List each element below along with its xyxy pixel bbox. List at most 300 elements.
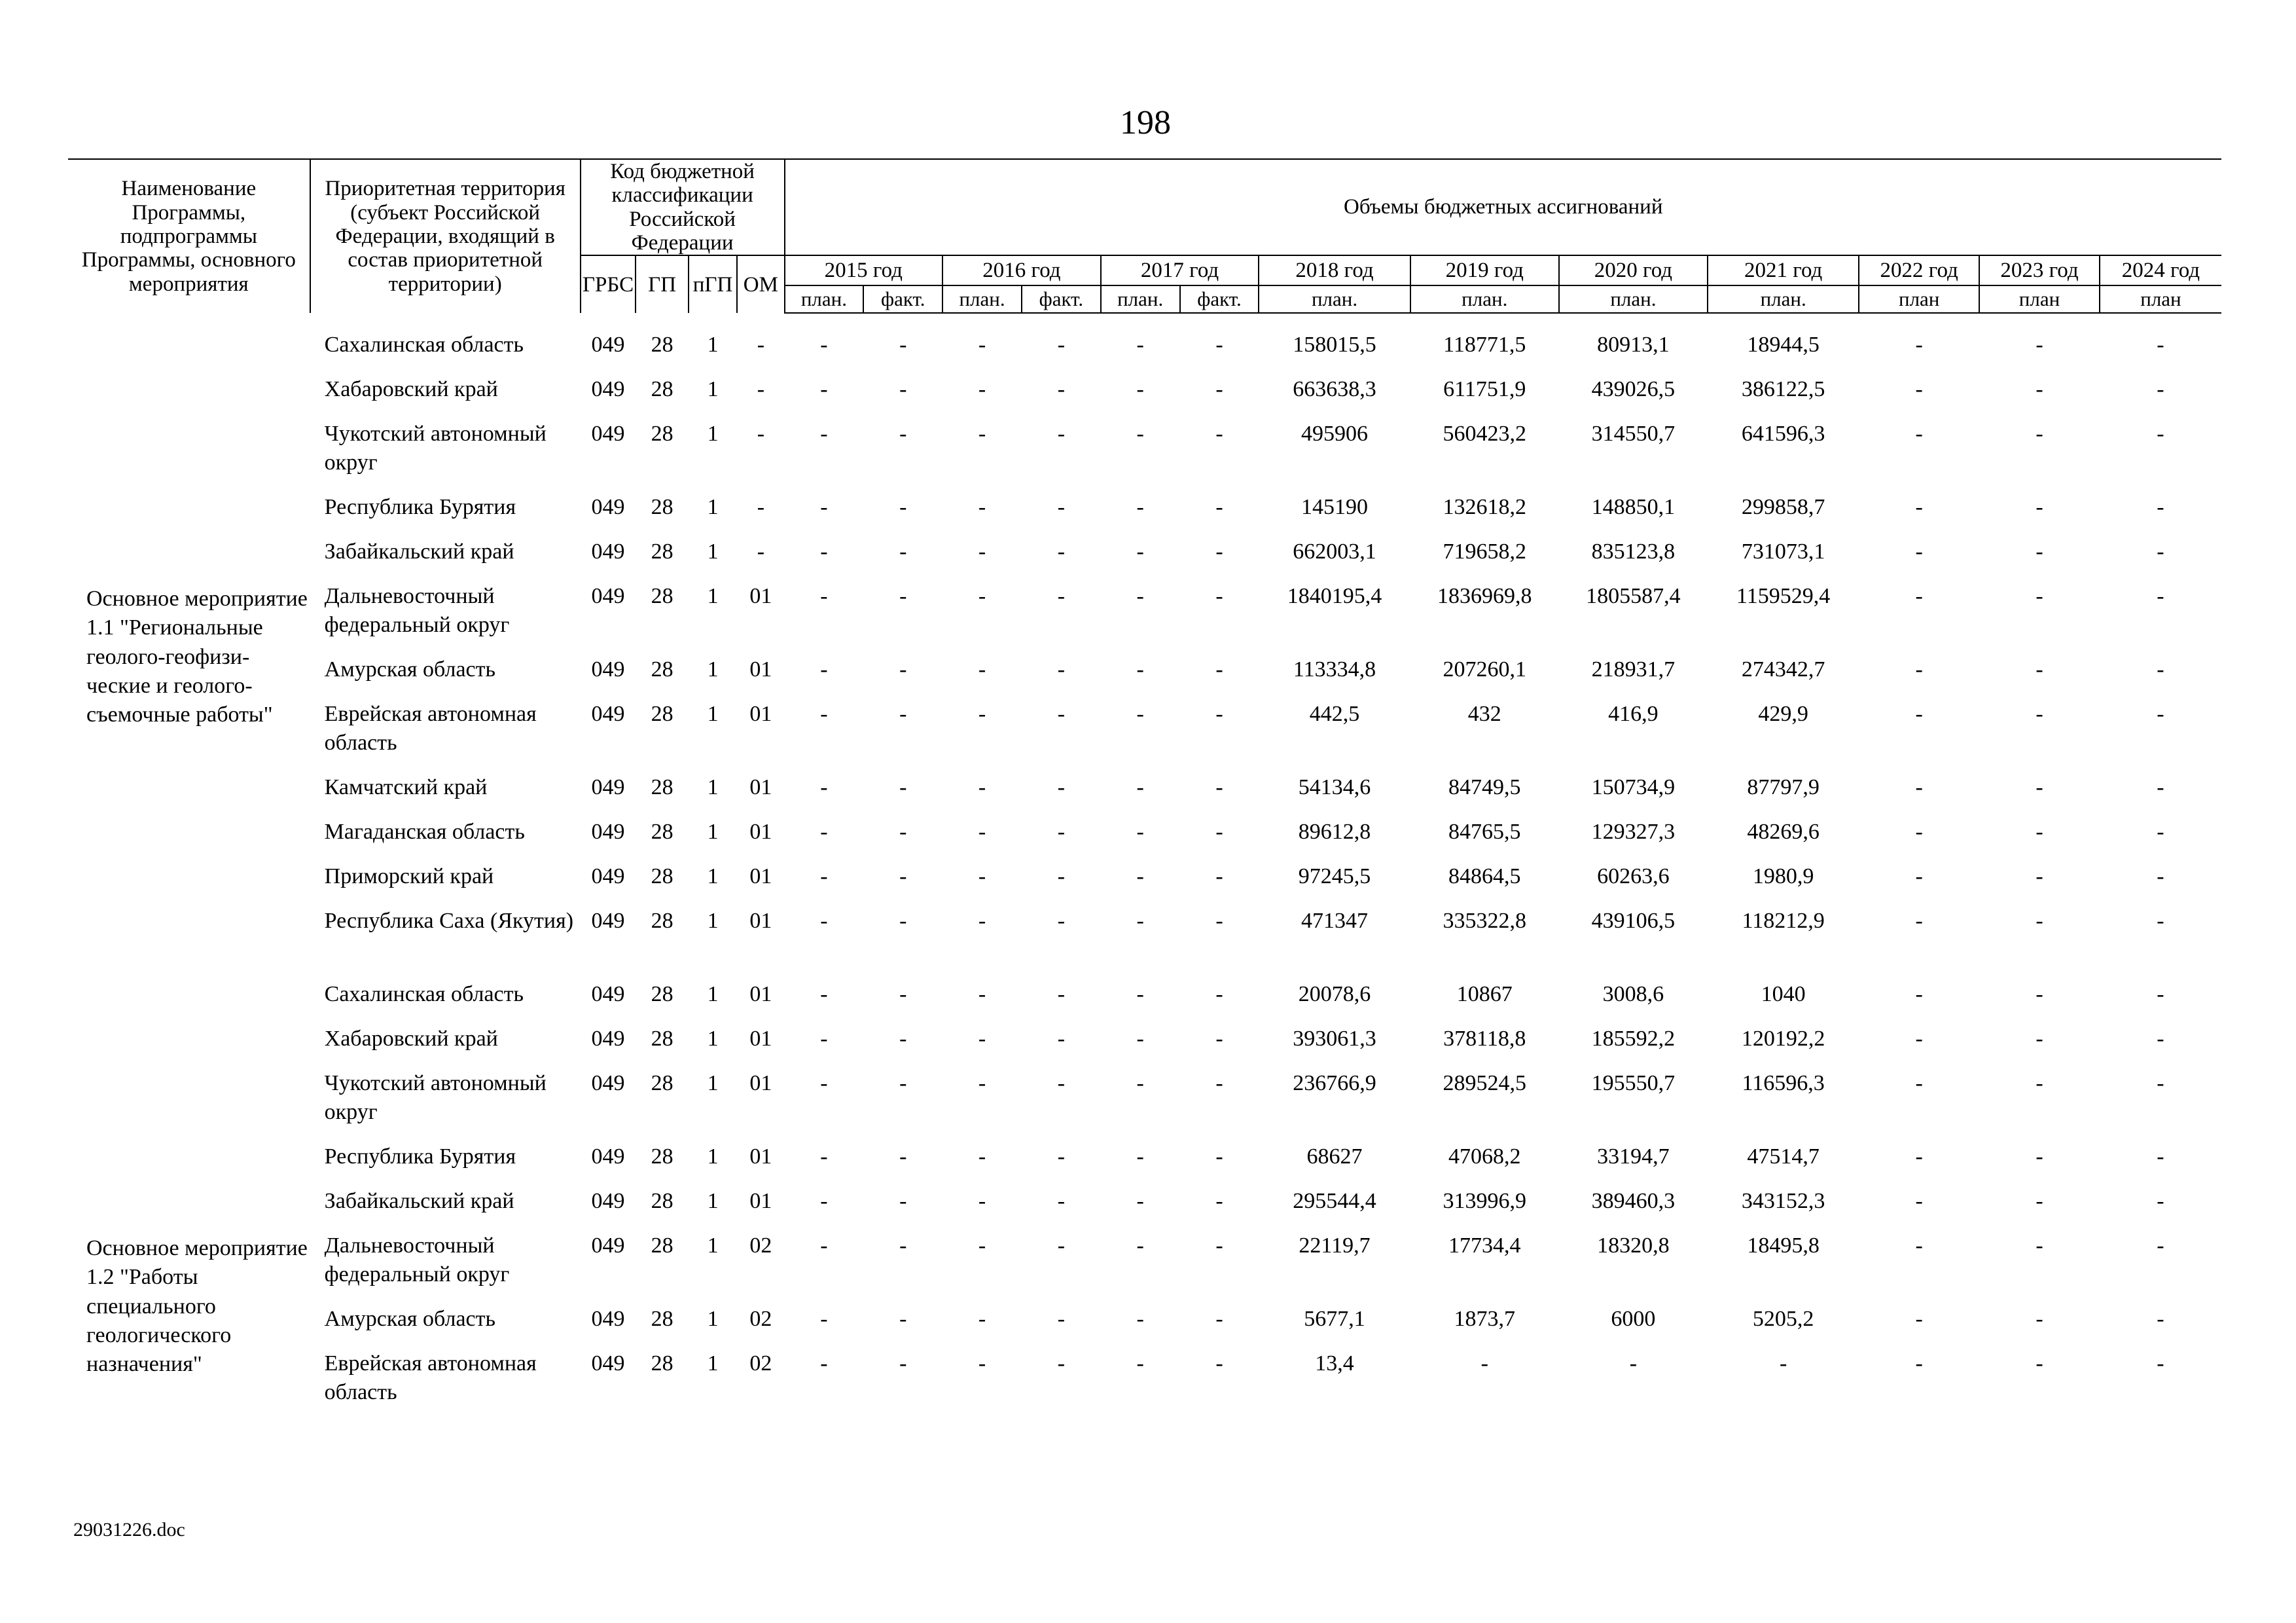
empty-cell: - bbox=[1136, 820, 1144, 845]
empty-cell: - bbox=[1057, 1307, 1066, 1332]
value-2020: 439026,5 bbox=[1591, 377, 1676, 402]
pgp-code: 1 bbox=[707, 1189, 719, 1214]
empty-cell: - bbox=[1915, 1189, 1923, 1214]
table-row bbox=[68, 582, 2221, 655]
om-code: - bbox=[757, 495, 765, 520]
empty-cell: - bbox=[1136, 1144, 1144, 1169]
territory-name: Камчатский край bbox=[324, 775, 488, 800]
pgp-code: 1 bbox=[707, 422, 719, 447]
value-2019: 432 bbox=[1467, 702, 1501, 727]
header-year-2017: 2017 год bbox=[1101, 255, 1259, 285]
empty-cell: - bbox=[820, 539, 828, 564]
value-2019: 10867 bbox=[1456, 982, 1513, 1007]
territory-name: Дальневосточный федеральный округ bbox=[324, 584, 510, 638]
om-code: 01 bbox=[749, 909, 772, 934]
grbs-code: 049 bbox=[591, 1233, 625, 1258]
value-2018: 89612,8 bbox=[1298, 820, 1371, 845]
empty-cell: - bbox=[1915, 539, 1923, 564]
territory-name: Республика Бурятия bbox=[324, 495, 516, 520]
table-row bbox=[68, 1025, 2221, 1069]
empty-cell: - bbox=[1136, 422, 1144, 447]
gp-code: 28 bbox=[651, 702, 673, 727]
empty-cell: - bbox=[899, 539, 907, 564]
territory-name: Приморский край bbox=[324, 864, 494, 889]
territory-name: Республика Бурятия bbox=[324, 1144, 516, 1169]
empty-cell: - bbox=[1136, 1071, 1144, 1096]
pgp-code: 1 bbox=[707, 909, 719, 934]
empty-cell: - bbox=[1136, 1307, 1144, 1332]
header-2016-fact: факт. bbox=[1022, 285, 1101, 313]
om-code: - bbox=[757, 422, 765, 447]
value-2018: 663638,3 bbox=[1293, 377, 1376, 402]
gp-code: 28 bbox=[651, 775, 673, 800]
empty-cell: - bbox=[1136, 657, 1144, 682]
header-territory: Приоритетная территория (субъект Российской Федерации, входящий в состав приоритетной территории) bbox=[310, 159, 581, 313]
empty-cell: - bbox=[820, 702, 828, 727]
territory-name: Хабаровский край bbox=[324, 377, 498, 402]
value-2021: 299858,7 bbox=[1741, 495, 1825, 520]
header-year-2024: 2024 год bbox=[2100, 255, 2221, 285]
empty-cell: - bbox=[1136, 1351, 1144, 1376]
empty-cell: - bbox=[2157, 820, 2164, 845]
value-2018: 20078,6 bbox=[1298, 982, 1371, 1007]
empty-cell: - bbox=[978, 982, 986, 1007]
grbs-code: 049 bbox=[591, 702, 625, 727]
empty-cell: - bbox=[1915, 495, 1923, 520]
empty-cell: - bbox=[899, 657, 907, 682]
header-2017-fact: факт. bbox=[1180, 285, 1259, 313]
table-row bbox=[68, 655, 2221, 700]
pgp-code: 1 bbox=[707, 1351, 719, 1376]
empty-cell: - bbox=[899, 909, 907, 934]
territory-name: Дальневосточный федеральный округ bbox=[324, 1233, 510, 1287]
empty-cell: - bbox=[899, 422, 907, 447]
empty-cell: - bbox=[1215, 333, 1223, 357]
value-2021: 48269,6 bbox=[1747, 820, 1820, 845]
pgp-code: 1 bbox=[707, 1027, 719, 1051]
header-2017-plan: план. bbox=[1101, 285, 1180, 313]
value-2021: 343152,3 bbox=[1741, 1189, 1825, 1214]
empty-cell: - bbox=[2036, 1071, 2043, 1096]
gp-code: 28 bbox=[651, 820, 673, 845]
value-2021: 18495,8 bbox=[1747, 1233, 1820, 1258]
header-year-2022: 2022 год bbox=[1859, 255, 1979, 285]
header-grbs: ГРБС bbox=[581, 255, 636, 313]
empty-cell: - bbox=[1215, 495, 1223, 520]
header-2022-plan: план bbox=[1859, 285, 1979, 313]
empty-cell: - bbox=[899, 584, 907, 609]
empty-cell: - bbox=[1057, 1027, 1066, 1051]
grbs-code: 049 bbox=[591, 909, 625, 934]
empty-cell: - bbox=[1057, 702, 1066, 727]
value-2020: 1805587,4 bbox=[1586, 584, 1681, 609]
empty-cell: - bbox=[820, 1144, 828, 1169]
grbs-code: 049 bbox=[591, 775, 625, 800]
empty-cell: - bbox=[978, 702, 986, 727]
om-code: 02 bbox=[749, 1233, 772, 1258]
gp-code: 28 bbox=[651, 1307, 673, 1332]
empty-cell: - bbox=[2157, 584, 2164, 609]
empty-cell: - bbox=[2036, 1351, 2043, 1376]
grbs-code: 049 bbox=[591, 422, 625, 447]
empty-cell: - bbox=[820, 1233, 828, 1258]
empty-cell: - bbox=[820, 864, 828, 889]
empty-cell: - bbox=[1057, 982, 1066, 1007]
empty-cell: - bbox=[978, 1071, 986, 1096]
value-2021: 274342,7 bbox=[1741, 657, 1825, 682]
value-2021: 118212,9 bbox=[1742, 909, 1825, 934]
empty-cell: - bbox=[2157, 657, 2164, 682]
empty-cell: - bbox=[978, 820, 986, 845]
value-2021: 120192,2 bbox=[1741, 1027, 1825, 1051]
empty-cell: - bbox=[1136, 1233, 1144, 1258]
pgp-code: 1 bbox=[707, 377, 719, 402]
grbs-code: 049 bbox=[591, 495, 625, 520]
empty-cell: - bbox=[2036, 657, 2043, 682]
empty-cell: - bbox=[978, 864, 986, 889]
empty-cell: - bbox=[1915, 1144, 1923, 1169]
value-2021: 641596,3 bbox=[1741, 422, 1825, 447]
empty-cell: - bbox=[1057, 1351, 1066, 1376]
empty-cell: - bbox=[1136, 495, 1144, 520]
value-2019: 47068,2 bbox=[1448, 1144, 1521, 1169]
empty-cell: - bbox=[2036, 820, 2043, 845]
empty-cell: - bbox=[820, 1307, 828, 1332]
empty-cell: - bbox=[1915, 584, 1923, 609]
table-body bbox=[68, 313, 2221, 1423]
empty-cell: - bbox=[1057, 1233, 1066, 1258]
table-row bbox=[68, 1187, 2221, 1231]
gp-code: 28 bbox=[651, 377, 673, 402]
budget-table bbox=[68, 158, 2221, 1423]
empty-cell: - bbox=[978, 1307, 986, 1332]
pgp-code: 1 bbox=[707, 775, 719, 800]
grbs-code: 049 bbox=[591, 1351, 625, 1376]
value-2018: 54134,6 bbox=[1298, 775, 1371, 800]
empty-cell: - bbox=[978, 377, 986, 402]
gp-code: 28 bbox=[651, 1144, 673, 1169]
empty-cell: - bbox=[899, 333, 907, 357]
territory-name: Магаданская область bbox=[324, 820, 525, 845]
empty-cell: - bbox=[1136, 864, 1144, 889]
document-filename: 29031226.doc bbox=[73, 1519, 185, 1541]
om-code: 01 bbox=[749, 1144, 772, 1169]
value-2019: 289524,5 bbox=[1443, 1071, 1527, 1096]
value-2019: 378118,8 bbox=[1443, 1027, 1526, 1051]
empty-cell: - bbox=[2036, 909, 2043, 934]
empty-cell: - bbox=[1215, 1351, 1223, 1376]
value-2020: 129327,3 bbox=[1591, 820, 1676, 845]
empty-cell: - bbox=[1915, 422, 1923, 447]
empty-cell: - bbox=[978, 1189, 986, 1214]
value-2018: 662003,1 bbox=[1293, 539, 1376, 564]
empty-cell: - bbox=[820, 909, 828, 934]
empty-cell: - bbox=[2157, 702, 2164, 727]
table-row bbox=[68, 818, 2221, 862]
empty-cell: - bbox=[820, 775, 828, 800]
empty-cell: - bbox=[978, 539, 986, 564]
empty-cell: - bbox=[1915, 820, 1923, 845]
empty-cell: - bbox=[1057, 422, 1066, 447]
gp-code: 28 bbox=[651, 333, 673, 357]
pgp-code: 1 bbox=[707, 657, 719, 682]
empty-cell: - bbox=[2036, 702, 2043, 727]
territory-name: Сахалинская область bbox=[324, 333, 524, 357]
grbs-code: 049 bbox=[591, 333, 625, 357]
empty-cell: - bbox=[2157, 1307, 2164, 1332]
value-2020: 80913,1 bbox=[1597, 333, 1670, 357]
value-2019: 17734,4 bbox=[1448, 1233, 1521, 1258]
empty-cell: - bbox=[2157, 909, 2164, 934]
empty-cell: - bbox=[978, 422, 986, 447]
value-2019: 84749,5 bbox=[1448, 775, 1521, 800]
header-year-2020: 2020 год bbox=[1559, 255, 1708, 285]
pgp-code: 1 bbox=[707, 820, 719, 845]
empty-cell: - bbox=[1057, 1144, 1066, 1169]
empty-cell: - bbox=[1215, 1027, 1223, 1051]
om-code: - bbox=[757, 377, 765, 402]
value-2018: 236766,9 bbox=[1293, 1071, 1376, 1096]
empty-cell: - bbox=[820, 333, 828, 357]
empty-cell: - bbox=[1215, 1144, 1223, 1169]
empty-cell: - bbox=[1215, 775, 1223, 800]
empty-cell: - bbox=[820, 377, 828, 402]
header-2020-plan: план. bbox=[1559, 285, 1708, 313]
program-name: Основное мероприятие 1.2 "Работы специального геологического назначения" bbox=[86, 1236, 308, 1376]
grbs-code: 049 bbox=[591, 1027, 625, 1051]
gp-code: 28 bbox=[651, 1071, 673, 1096]
value-2018: 113334,8 bbox=[1293, 657, 1376, 682]
gp-code: 28 bbox=[651, 657, 673, 682]
empty-cell: - bbox=[2157, 775, 2164, 800]
header-volumes: Объемы бюджетных ассигнований bbox=[785, 159, 2221, 255]
empty-cell: - bbox=[820, 657, 828, 682]
empty-cell: - bbox=[1057, 539, 1066, 564]
value-2020: 3008,6 bbox=[1602, 982, 1664, 1007]
header-2019-plan: план. bbox=[1410, 285, 1559, 313]
empty-cell: - bbox=[820, 1027, 828, 1051]
value-2020: 439106,5 bbox=[1591, 909, 1676, 934]
empty-cell: - bbox=[2157, 1351, 2164, 1376]
empty-cell: - bbox=[1057, 377, 1066, 402]
empty-cell: - bbox=[899, 702, 907, 727]
empty-cell: - bbox=[2036, 495, 2043, 520]
empty-cell: - bbox=[1215, 702, 1223, 727]
header-2015-plan: план. bbox=[785, 285, 864, 313]
empty-cell: - bbox=[978, 495, 986, 520]
empty-cell: - bbox=[1215, 539, 1223, 564]
value-2020: 185592,2 bbox=[1591, 1027, 1676, 1051]
empty-cell: - bbox=[1215, 909, 1223, 934]
header-year-2018: 2018 год bbox=[1259, 255, 1410, 285]
value-2019: 84864,5 bbox=[1448, 864, 1521, 889]
gp-code: 28 bbox=[651, 1027, 673, 1051]
header-program: Наименование Программы, подпрограммы Программы, основного мероприятия bbox=[68, 159, 310, 313]
value-2021: 87797,9 bbox=[1747, 775, 1820, 800]
table-row bbox=[68, 773, 2221, 818]
value-2018: 471347 bbox=[1301, 909, 1369, 934]
empty-cell: - bbox=[2157, 333, 2164, 357]
table-row bbox=[68, 538, 2221, 582]
empty-cell: - bbox=[2157, 495, 2164, 520]
table-row bbox=[68, 493, 2221, 538]
header-year-2015: 2015 год bbox=[785, 255, 943, 285]
empty-cell: - bbox=[2036, 982, 2043, 1007]
empty-cell: - bbox=[1215, 982, 1223, 1007]
header-om: ОМ bbox=[737, 255, 784, 313]
empty-cell: - bbox=[1136, 584, 1144, 609]
empty-cell: - bbox=[1915, 1027, 1923, 1051]
gp-code: 28 bbox=[651, 1189, 673, 1214]
value-2021: 1040 bbox=[1761, 982, 1806, 1007]
territory-name: Чукотский автономный округ bbox=[324, 1071, 547, 1125]
territory-name: Еврейская автономная область bbox=[324, 1351, 537, 1405]
empty-cell: - bbox=[1215, 864, 1223, 889]
header-year-2019: 2019 год bbox=[1410, 255, 1559, 285]
empty-cell: - bbox=[2036, 584, 2043, 609]
value-2018: 145190 bbox=[1301, 495, 1369, 520]
empty-cell: - bbox=[2036, 1233, 2043, 1258]
spacer-row bbox=[68, 313, 2221, 331]
empty-cell: - bbox=[1057, 864, 1066, 889]
empty-cell: - bbox=[2036, 864, 2043, 889]
value-2021: 1159529,4 bbox=[1736, 584, 1831, 609]
empty-cell: - bbox=[1136, 775, 1144, 800]
value-2019: 560423,2 bbox=[1443, 422, 1527, 447]
gp-code: 28 bbox=[651, 495, 673, 520]
empty-cell: - bbox=[1215, 1189, 1223, 1214]
value-2018: 22119,7 bbox=[1299, 1233, 1371, 1258]
empty-cell: - bbox=[899, 1027, 907, 1051]
om-code: 01 bbox=[749, 584, 772, 609]
value-2018: 13,4 bbox=[1315, 1351, 1354, 1376]
empty-cell: - bbox=[899, 1233, 907, 1258]
grbs-code: 049 bbox=[591, 584, 625, 609]
empty-cell: - bbox=[1915, 1351, 1923, 1376]
gp-code: 28 bbox=[651, 864, 673, 889]
value-2019: - bbox=[1480, 1351, 1488, 1376]
header-year-2023: 2023 год bbox=[1979, 255, 2100, 285]
territory-name: Республика Саха (Якутия) bbox=[324, 909, 574, 934]
empty-cell: - bbox=[1915, 864, 1923, 889]
empty-cell: - bbox=[1915, 1071, 1923, 1096]
pgp-code: 1 bbox=[707, 1144, 719, 1169]
empty-cell: - bbox=[820, 1189, 828, 1214]
pgp-code: 1 bbox=[707, 864, 719, 889]
empty-cell: - bbox=[978, 657, 986, 682]
territory-name: Хабаровский край bbox=[324, 1027, 498, 1051]
om-code: 01 bbox=[749, 982, 772, 1007]
empty-cell: - bbox=[899, 775, 907, 800]
value-2020: 148850,1 bbox=[1591, 495, 1676, 520]
empty-cell: - bbox=[1057, 495, 1066, 520]
grbs-code: 049 bbox=[591, 539, 625, 564]
empty-cell: - bbox=[2157, 539, 2164, 564]
gp-code: 28 bbox=[651, 1351, 673, 1376]
empty-cell: - bbox=[2036, 1307, 2043, 1332]
grbs-code: 049 bbox=[591, 1144, 625, 1169]
om-code: 01 bbox=[749, 775, 772, 800]
empty-cell: - bbox=[978, 333, 986, 357]
empty-cell: - bbox=[1057, 333, 1066, 357]
empty-cell: - bbox=[899, 1189, 907, 1214]
empty-cell: - bbox=[2157, 1233, 2164, 1258]
territory-name: Амурская область bbox=[324, 1307, 496, 1332]
value-2020: 314550,7 bbox=[1591, 422, 1676, 447]
value-2019: 313996,9 bbox=[1443, 1189, 1527, 1214]
value-2021: 386122,5 bbox=[1741, 377, 1825, 402]
empty-cell: - bbox=[899, 820, 907, 845]
table-row bbox=[68, 700, 2221, 773]
empty-cell: - bbox=[1915, 1233, 1923, 1258]
table-row bbox=[68, 1305, 2221, 1349]
header-2024-plan: план bbox=[2100, 285, 2221, 313]
grbs-code: 049 bbox=[591, 1189, 625, 1214]
empty-cell: - bbox=[1136, 1189, 1144, 1214]
value-2021: 47514,7 bbox=[1747, 1144, 1820, 1169]
om-code: - bbox=[757, 539, 765, 564]
value-2020: 835123,8 bbox=[1591, 539, 1676, 564]
empty-cell: - bbox=[2036, 333, 2043, 357]
budget-table-grid bbox=[68, 158, 2221, 1423]
gp-code: 28 bbox=[651, 422, 673, 447]
empty-cell: - bbox=[899, 982, 907, 1007]
header-2015-fact: факт. bbox=[863, 285, 942, 313]
empty-cell: - bbox=[2157, 1144, 2164, 1169]
pgp-code: 1 bbox=[707, 1307, 719, 1332]
empty-cell: - bbox=[978, 1351, 986, 1376]
empty-cell: - bbox=[978, 909, 986, 934]
empty-cell: - bbox=[2157, 1027, 2164, 1051]
empty-cell: - bbox=[820, 1071, 828, 1096]
value-2020: 389460,3 bbox=[1591, 1189, 1676, 1214]
table-row bbox=[68, 1142, 2221, 1187]
table-row bbox=[68, 980, 2221, 1025]
value-2020: 60263,6 bbox=[1597, 864, 1670, 889]
value-2018: 68627 bbox=[1306, 1144, 1363, 1169]
table-row bbox=[68, 1069, 2221, 1142]
value-2018: 295544,4 bbox=[1293, 1189, 1376, 1214]
value-2020: 150734,9 bbox=[1591, 775, 1676, 800]
value-2021: 18944,5 bbox=[1747, 333, 1820, 357]
value-2021: 116596,3 bbox=[1742, 1071, 1825, 1096]
value-2018: 393061,3 bbox=[1293, 1027, 1376, 1051]
empty-cell: - bbox=[1057, 657, 1066, 682]
om-code: 01 bbox=[749, 864, 772, 889]
om-code: 01 bbox=[749, 657, 772, 682]
value-2019: 118771,5 bbox=[1443, 333, 1526, 357]
empty-cell: - bbox=[899, 1351, 907, 1376]
empty-cell: - bbox=[1136, 909, 1144, 934]
territory-name: Чукотский автономный округ bbox=[324, 422, 547, 475]
gp-code: 28 bbox=[651, 982, 673, 1007]
empty-cell: - bbox=[1915, 1307, 1923, 1332]
empty-cell: - bbox=[2036, 1189, 2043, 1214]
om-code: 01 bbox=[749, 702, 772, 727]
grbs-code: 049 bbox=[591, 377, 625, 402]
empty-cell: - bbox=[1136, 982, 1144, 1007]
gp-code: 28 bbox=[651, 909, 673, 934]
pgp-code: 1 bbox=[707, 584, 719, 609]
table-row bbox=[68, 420, 2221, 493]
empty-cell: - bbox=[1136, 702, 1144, 727]
empty-cell: - bbox=[820, 1351, 828, 1376]
pgp-code: 1 bbox=[707, 495, 719, 520]
table-row bbox=[68, 331, 2221, 375]
value-2019: 719658,2 bbox=[1443, 539, 1527, 564]
empty-cell: - bbox=[2157, 864, 2164, 889]
empty-cell: - bbox=[1915, 909, 1923, 934]
